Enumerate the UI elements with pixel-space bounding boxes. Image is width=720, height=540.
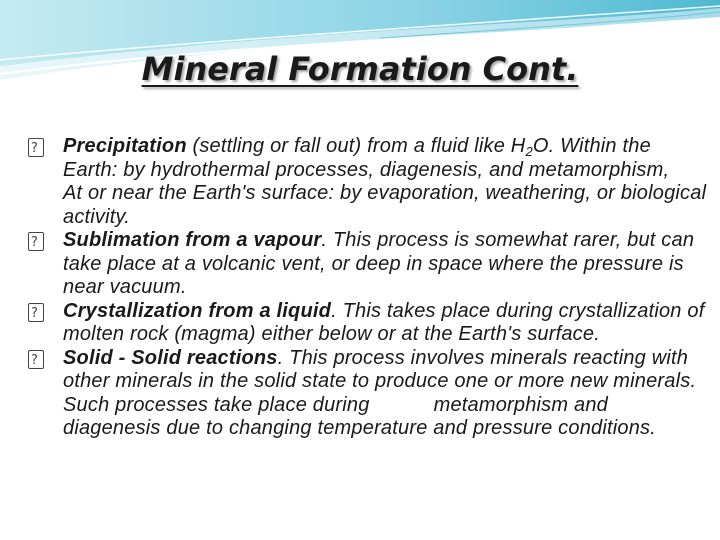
bullet-text: (settling or fall out) from a fluid like H	[186, 135, 526, 157]
bullet-list	[28, 135, 708, 441]
slide-title: Mineral Formation Cont.	[141, 50, 579, 88]
bullet-heading: Crystallization from a liquid	[63, 299, 332, 322]
bullet-text-cont: metamorphism and diagenesis due to changing temperature and pressure conditions.	[63, 393, 656, 439]
bullet-item-precipitation	[28, 135, 708, 229]
bullet-item-crystallization	[28, 300, 708, 347]
bullet-box-icon	[28, 135, 54, 164]
bullet-text: . This process involves minerals reacting with other minerals in the solid state to produce one or more new minerals. Such processes take place during	[63, 346, 697, 416]
bullet-text-cont: O. Within the Earth: by hydrothermal processes, diagenesis, and metamorphism,	[63, 135, 670, 181]
bullet-item-sublimation	[28, 229, 708, 300]
bullet-box-icon	[28, 229, 54, 258]
subscript: 2	[525, 144, 533, 159]
bullet-text: . This takes place during crystallization of molten rock (magma) either below or at the Earth's surface.	[63, 299, 705, 345]
bullet-continuation: At or near the Earth's surface: by evaporation, weathering, or biological activity.	[63, 182, 707, 228]
bullet-box-icon	[28, 347, 54, 376]
bullet-text: . This process is somewhat rarer, but can take place at a volcanic vent, or deep in space where the pressure is near vacuum.	[63, 229, 695, 298]
bullet-heading: Solid - Solid reactions	[63, 346, 278, 369]
bullet-item-solid-reactions	[28, 347, 708, 441]
bullet-box-icon	[28, 300, 54, 329]
bullet-heading: Precipitation	[63, 135, 187, 157]
bullet-heading: Sublimation from a vapour	[63, 229, 322, 251]
